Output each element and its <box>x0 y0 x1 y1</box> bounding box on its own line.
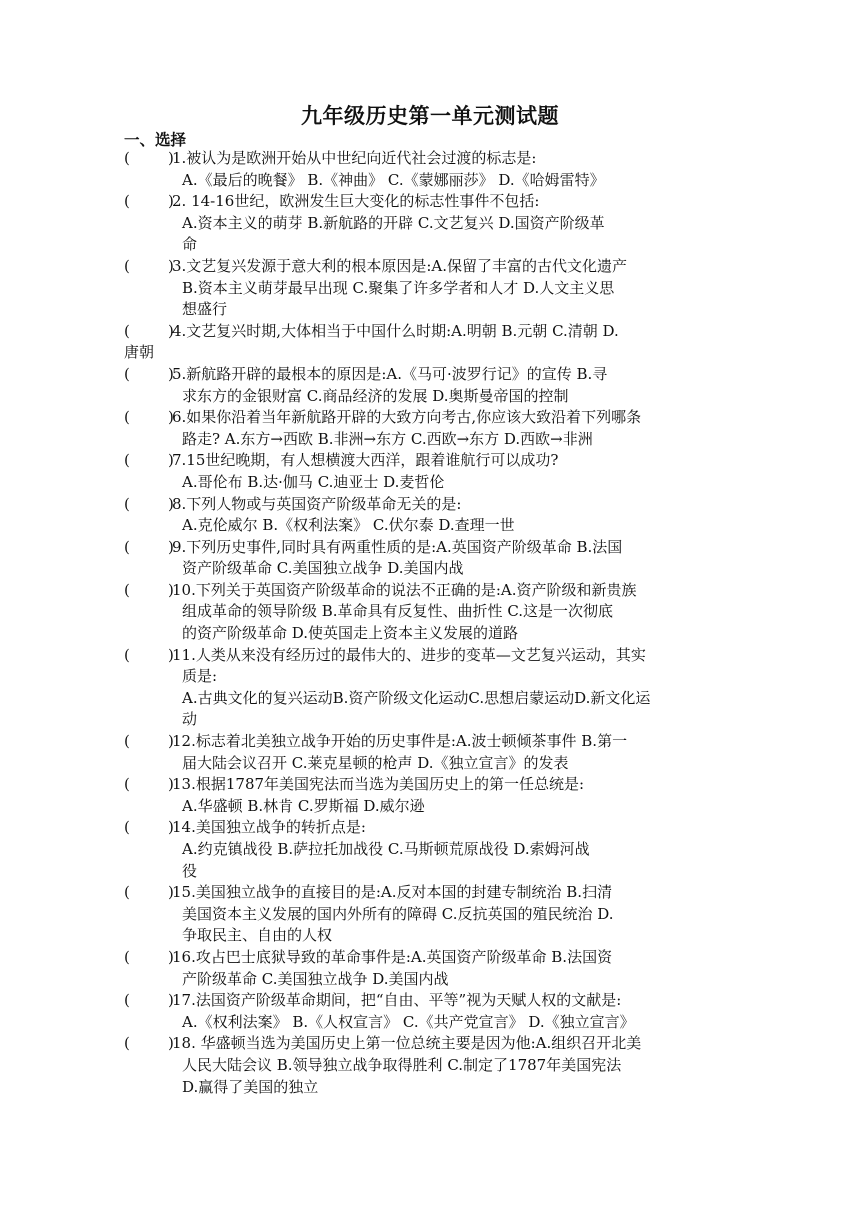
question-line: A.《权利法案》 B.《人权宣言》 C.《共产党宣言》 D.《独立宣言》 <box>182 1012 635 1031</box>
answer-blank[interactable]: ( ) <box>124 818 174 837</box>
question-line: 命 <box>182 235 198 254</box>
question-item <box>0 580 860 645</box>
question-line: 争取民主、自由的人权 <box>182 926 333 945</box>
question-list <box>0 148 860 1098</box>
question-line: B.资本主义萌芽最早出现 C.聚集了许多学者和人才 D.人文主义思 <box>182 278 615 297</box>
question-line: 唐朝 <box>124 343 155 362</box>
question-line: A.克伦威尔 B.《权利法案》 C.伏尔泰 D.查理一世 <box>182 516 515 535</box>
question-line: 路走? A.东方→西欧 B.非洲→东方 C.西欧→东方 D.西欧→非洲 <box>182 429 593 448</box>
question-item <box>0 191 860 256</box>
answer-blank[interactable]: ( ) <box>124 149 174 167</box>
section-heading: 一、选择 <box>124 130 187 149</box>
answer-blank[interactable]: ( ) <box>124 364 174 383</box>
question-stem: 7.15世纪晚期，有人想横渡大西洋，跟着谁航行可以成功? <box>172 451 559 470</box>
question-stem: 1.被认为是欧洲开始从中世纪向近代社会过渡的标志是: <box>172 149 537 167</box>
question-item <box>0 256 860 321</box>
answer-blank[interactable]: ( ) <box>124 775 174 794</box>
question-line: 质是: <box>182 667 218 686</box>
question-item <box>0 947 860 990</box>
answer-blank[interactable]: ( ) <box>124 537 174 556</box>
answer-blank[interactable]: ( ) <box>124 494 174 513</box>
question-item <box>0 1033 860 1098</box>
question-item <box>0 450 860 493</box>
question-stem: 5.新航路开辟的最根本的原因是:A.《马可·波罗行记》的宣传 B.寻 <box>172 364 608 383</box>
answer-blank[interactable]: ( ) <box>124 732 174 751</box>
question-stem: 6.如果你沿着当年新航路开辟的大致方向考古,你应该大致沿着下列哪条 <box>172 408 642 427</box>
question-item <box>0 364 860 407</box>
answer-blank[interactable]: ( ) <box>124 947 174 966</box>
page-title: 九年级历史第一单元测试题 <box>301 103 559 128</box>
answer-blank[interactable]: ( ) <box>124 321 174 340</box>
question-stem: 3.文艺复兴发源于意大利的根本原因是:A.保留了丰富的古代文化遗产 <box>172 256 627 275</box>
question-item <box>0 537 860 580</box>
question-stem: 2. 14-16世纪，欧洲发生巨大变化的标志性事件不包括: <box>172 192 540 211</box>
question-line: A.约克镇战役 B.萨拉托加战役 C.马斯顿荒原战役 D.索姆河战 <box>182 840 590 858</box>
question-stem: 14.美国独立战争的转折点是: <box>172 818 366 837</box>
question-item <box>0 407 860 450</box>
question-stem: 12.标志着北美独立战争开始的历史事件是:A.波士顿倾茶事件 B.第一 <box>172 732 628 751</box>
question-stem: 8.下列人物或与英国资产阶级革命无关的是: <box>172 494 462 513</box>
question-stem: 11.人类从来没有经历过的最伟大的、进步的变革—文艺复兴运动，其实 <box>172 645 646 664</box>
question-stem: 15.美国独立战争的直接目的是:A.反对本国的封建专制统治 B.扫清 <box>172 883 613 902</box>
question-line: 组成革命的领导阶级 B.革命具有反复性、曲折性 C.这是一次彻底 <box>182 602 614 621</box>
question-line: D.赢得了美国的独立 <box>182 1077 319 1096</box>
question-stem: 16.攻占巴士底狱导致的革命事件是:A.英国资产阶级革命 B.法国资 <box>172 947 613 966</box>
question-line: A.华盛顿 B.林肯 C.罗斯福 D.威尔逊 <box>182 796 425 815</box>
question-item <box>0 148 860 191</box>
question-line: 想盛行 <box>182 300 228 319</box>
question-line: 求东方的金银财富 C.商品经济的发展 D.奥斯曼帝国的控制 <box>182 386 569 405</box>
answer-blank[interactable]: ( ) <box>124 883 174 902</box>
answer-blank[interactable]: ( ) <box>124 408 174 427</box>
question-item <box>0 645 860 731</box>
question-line: A.古典文化的复兴运动B.资产阶级文化运动C.思想启蒙运动D.新文化运 <box>182 688 651 707</box>
question-item <box>0 990 860 1033</box>
question-stem: 17.法国资产阶级革命期间，把“自由、平等”视为天赋人权的文献是: <box>172 991 622 1010</box>
question-item <box>0 882 860 947</box>
question-item <box>0 774 860 817</box>
question-item <box>0 731 860 774</box>
answer-blank[interactable]: ( ) <box>124 991 174 1010</box>
answer-blank[interactable]: ( ) <box>124 1034 174 1053</box>
question-stem: 13.根据1787年美国宪法而当选为美国历史上的第一任总统是: <box>172 775 585 794</box>
answer-blank[interactable]: ( ) <box>124 192 174 211</box>
answer-blank[interactable]: ( ) <box>124 645 174 664</box>
question-line: 美国资本主义发展的国内外所有的障碍 C.反抗英国的殖民统治 D. <box>182 904 614 923</box>
question-line: 役 <box>182 861 198 880</box>
question-line: 动 <box>182 710 198 729</box>
answer-blank[interactable]: ( ) <box>124 451 174 470</box>
question-item <box>0 817 860 882</box>
question-stem: 10.下列关于英国资产阶级革命的说法不正确的是:A.资产阶级和新贵族 <box>172 580 637 599</box>
question-item <box>0 494 860 537</box>
question-line: 的资产阶级革命 D.使英国走上资本主义发展的道路 <box>182 624 519 643</box>
question-line: 产阶级革命 C.美国独立战争 D.美国内战 <box>182 969 449 988</box>
answer-blank[interactable]: ( ) <box>124 256 174 275</box>
answer-blank[interactable]: ( ) <box>124 580 174 599</box>
question-line: 届大陆会议召开 C.莱克星顿的枪声 D.《独立宣言》的发表 <box>182 753 569 772</box>
question-line: A.资本主义的萌芽 B.新航路的开辟 C.文艺复兴 D.国资产阶级革 <box>182 213 605 232</box>
question-stem: 4.文艺复兴时期,大体相当于中国什么时期:A.明朝 B.元朝 C.清朝 D. <box>172 321 619 340</box>
question-stem: 9.下列历史事件,同时具有两重性质的是:A.英国资产阶级革命 B.法国 <box>172 537 623 556</box>
question-line: A.哥伦布 B.达·伽马 C.迪亚士 D.麦哲伦 <box>182 472 445 491</box>
question-line: A.《最后的晚餐》 B.《神曲》 C.《蒙娜丽莎》 D.《哈姆雷特》 <box>182 170 605 189</box>
question-stem: 18. 华盛顿当选为美国历史上第一位总统主要是因为他:A.组织召开北美 <box>172 1034 642 1053</box>
question-line: 人民大陆会议 B.领导独立战争取得胜利 C.制定了1787年美国宪法 <box>182 1055 622 1074</box>
question-item <box>0 321 860 364</box>
question-line: 资产阶级革命 C.美国独立战争 D.美国内战 <box>182 559 464 578</box>
